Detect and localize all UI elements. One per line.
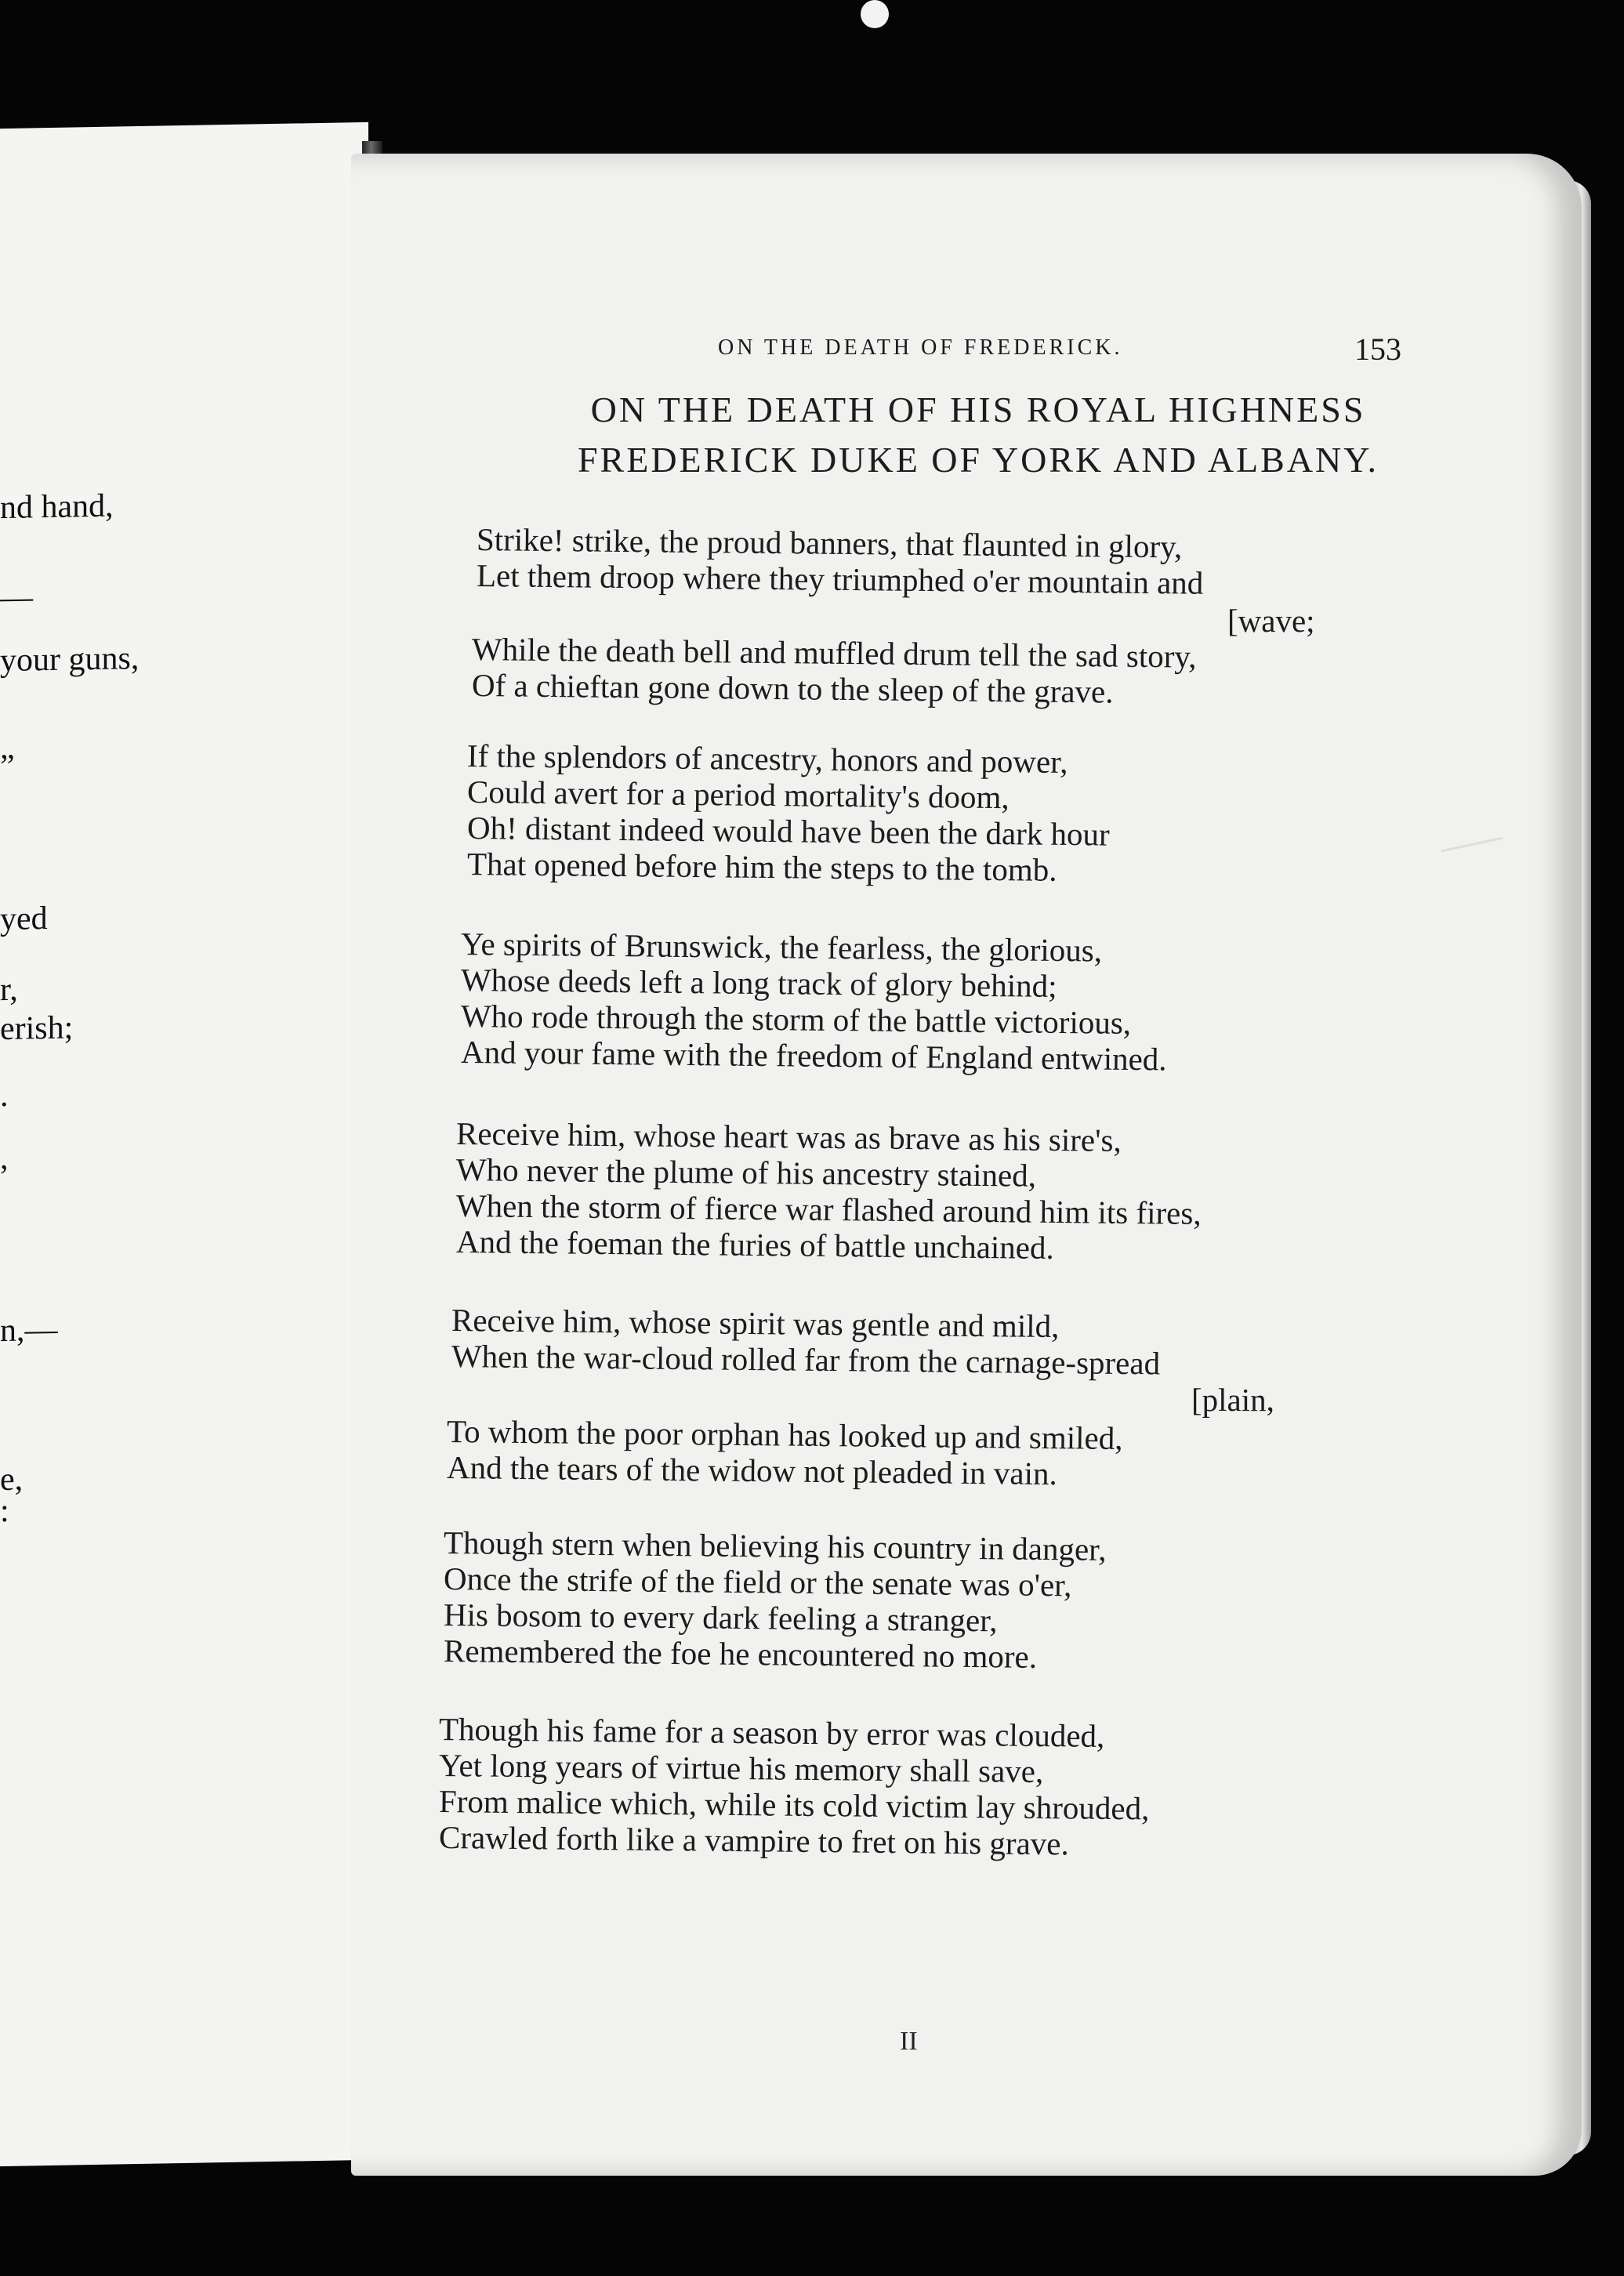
poem-line: While the death bell and muffled drum tell the sad story, [471, 631, 1197, 675]
poem-line: And the foeman the furies of battle unchained. [455, 1223, 1054, 1266]
right-page [351, 154, 1582, 2176]
left-fragment: your guns, [0, 640, 140, 680]
left-fragment: : [0, 1492, 9, 1530]
film-spot [861, 0, 889, 28]
left-fragment: — [0, 579, 33, 617]
poem-line: To whom the poor orphan has looked up and smiled, [446, 1413, 1123, 1457]
left-fragment: n,— [0, 1311, 58, 1350]
left-fragment: , [0, 1140, 9, 1177]
poem-line-carryover: [plain, [1191, 1382, 1274, 1418]
left-fragment: ” [0, 748, 15, 785]
poem-line: Receive him, whose heart was as brave as his sire's, [455, 1115, 1122, 1158]
left-fragment: yed [0, 901, 48, 938]
poem-line: Who rode through the storm of the battle victorious, [460, 998, 1132, 1041]
poem-line: Remembered the foe he encountered no more. [443, 1633, 1038, 1675]
poem-line: Once the strife of the field or the senate was o'er, [443, 1560, 1072, 1604]
signature-mark: II [900, 2027, 918, 2056]
poem-line: And your fame with the freedom of England entwined. [460, 1034, 1167, 1078]
poem-line: Strike! strike, the proud banners, that flaunted in glory, [476, 521, 1183, 565]
poem-title-line-2: FREDERICK DUKE OF YORK AND ALBANY. [577, 440, 1379, 480]
left-fragment: e, [0, 1461, 24, 1499]
poem-line: When the war-cloud rolled far from the carnage-spread [451, 1338, 1161, 1382]
poem-line: Let them droop where they triumphed o'er mountain and [476, 557, 1204, 601]
left-fragment: r, [0, 971, 18, 1009]
poem-line: Though stern when believing his country in danger, [443, 1524, 1107, 1567]
poem-line: Whose deeds left a long track of glory behind; [460, 962, 1057, 1004]
poem-line: That opened before him the steps to the tomb. [466, 846, 1057, 888]
poem-line: Who never the plume of his ancestry stained, [455, 1151, 1037, 1194]
poem-line: From malice which, while its cold victim lay shrouded, [438, 1783, 1150, 1827]
poem-line: His bosom to every dark feeling a stranger, [443, 1596, 998, 1639]
left-fragment: . [0, 1077, 9, 1114]
poem-line-carryover: [wave; [1227, 603, 1315, 639]
poem-line: And the tears of the widow not pleaded in vain. [446, 1449, 1058, 1492]
running-head: ON THE DEATH OF FREDERICK. [718, 335, 1123, 360]
poem-line: If the splendors of ancestry, honors and power, [466, 738, 1068, 781]
left-fragment: nd hand, [0, 487, 114, 527]
poem-line: Receive him, whose spirit was gentle and mild, [451, 1302, 1060, 1345]
page-number: 153 [1354, 332, 1401, 367]
left-page [0, 122, 368, 2166]
poem-line: Oh! distant indeed would have been the dark hour [466, 810, 1110, 853]
poem-line: Yet long years of virtue his memory shall save, [438, 1747, 1044, 1790]
poem-line: Crawled forth like a vampire to fret on his grave. [438, 1819, 1069, 1862]
poem-line: When the storm of fierce war flashed around him its fires, [455, 1187, 1202, 1231]
poem-line: Ye spirits of Brunswick, the fearless, the glorious, [460, 926, 1103, 969]
poem-line: Of a chieftan gone down to the sleep of the grave. [471, 667, 1114, 710]
poem-title-line-1: ON THE DEATH OF HIS ROYAL HIGHNESS [590, 390, 1366, 429]
film-scratch [1441, 837, 1503, 853]
poem-line: Though his fame for a season by error was clouded, [438, 1711, 1105, 1754]
left-fragment: erish; [0, 1009, 74, 1048]
poem-line: Could avert for a period mortality's doom, [466, 774, 1010, 816]
